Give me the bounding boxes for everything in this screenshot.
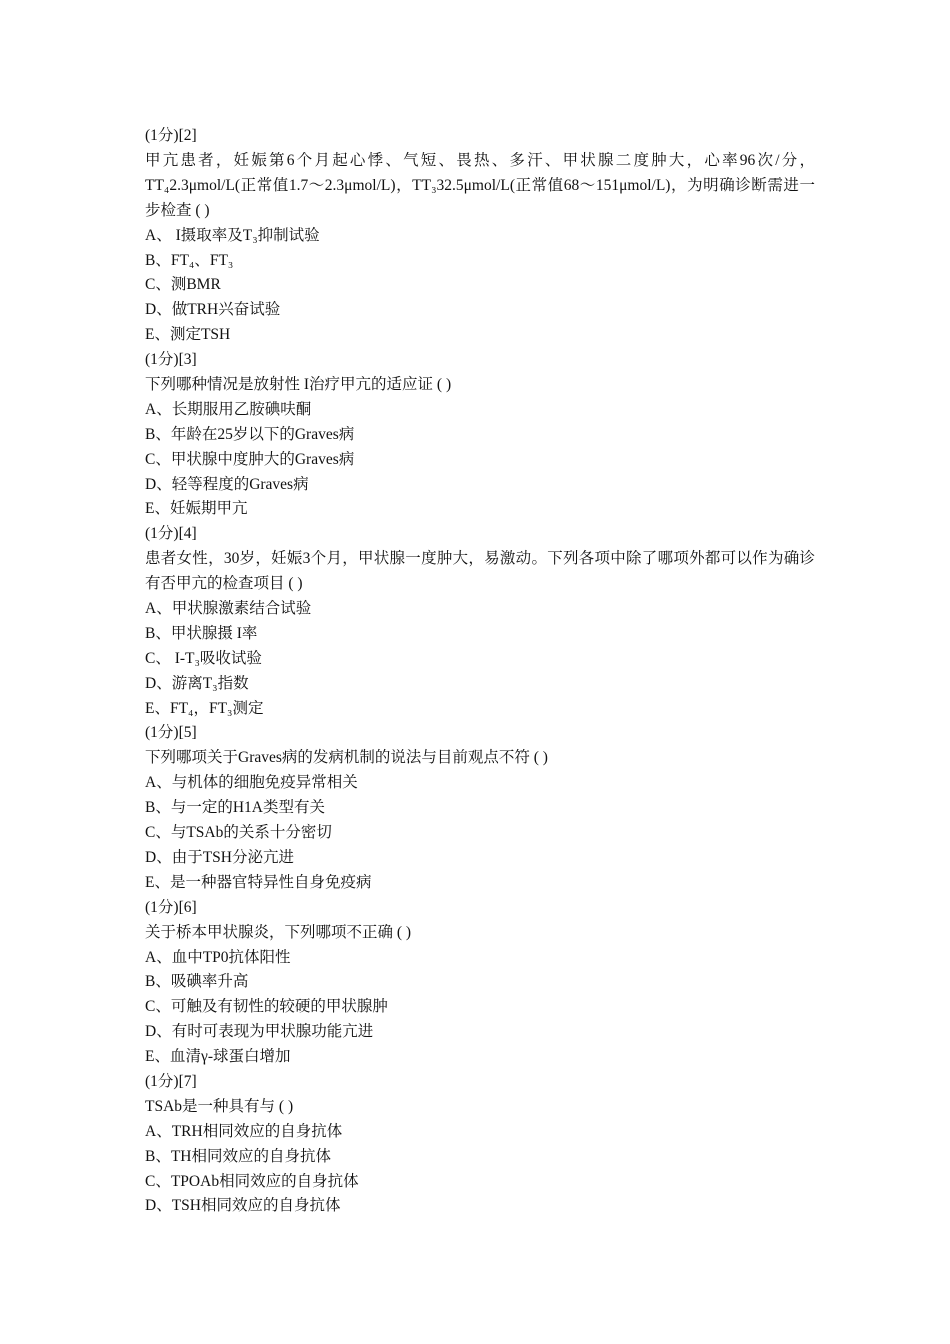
option-d: D、做TRH兴奋试验 [145, 301, 281, 319]
option-a: A、血中TP0抗体阳性 [145, 948, 291, 966]
option-c: C、 I-T₃吸收试验 [145, 649, 262, 667]
question-score: (1分)[3] [145, 351, 197, 369]
question-block [145, 721, 815, 895]
option-d: D、TSH相同效应的自身抗体 [145, 1197, 341, 1215]
option-d: D、由于TSH分泌亢进 [145, 848, 294, 866]
question-stem: 患者女性，30岁，妊娠3个月，甲状腺一度肿大，易激动。下列各项中除了哪项外都可以作为确诊有否甲亢的检查项目 ( ) [145, 550, 815, 593]
question-score: (1分)[5] [145, 724, 197, 742]
question-stem: 下列哪项关于Graves病的发病机制的说法与目前观点不符 ( ) [145, 749, 548, 767]
option-a: A、 I摄取率及T₃抑制试验 [145, 226, 320, 244]
option-c: C、TPOAb相同效应的自身抗体 [145, 1172, 359, 1190]
question-score: (1分)[2] [145, 127, 197, 144]
option-b: B、年龄在25岁以下的Graves病 [145, 425, 355, 443]
option-e: E、测定TSH [145, 326, 231, 344]
document-body [145, 124, 815, 1219]
option-c: C、甲状腺中度肿大的Graves病 [145, 450, 355, 468]
question-block [145, 124, 815, 348]
option-a: A、长期服用乙胺碘呋酮 [145, 400, 312, 418]
option-d: D、轻等程度的Graves病 [145, 475, 309, 493]
option-a: A、甲状腺激素结合试验 [145, 600, 312, 618]
option-b: B、TH相同效应的自身抗体 [145, 1147, 332, 1165]
question-stem: 甲亢患者，妊娠第6个月起心悸、气短、畏热、多汗、甲状腺二度肿大，心率96次/分，TT₄2.3μmol/L(正常值1.7～2.3μmol/L)，TT₃32.5μmol/L(正常值68～151μmol/L)，为明确诊断需进一步检查 ( ) [145, 151, 815, 219]
question-score: (1分)[6] [145, 898, 197, 916]
option-b: B、吸碘率升高 [145, 973, 249, 991]
option-a: A、TRH相同效应的自身抗体 [145, 1122, 343, 1140]
question-stem: TSAb是一种具有与 ( ) [145, 1097, 294, 1115]
question-stem: 下列哪种情况是放射性 I治疗甲亢的适应证 ( ) [145, 375, 452, 393]
question-score: (1分)[7] [145, 1072, 197, 1090]
option-c: C、与TSAb的关系十分密切 [145, 824, 332, 842]
option-e: E、FT₄，FT₃测定 [145, 699, 264, 717]
option-d: D、游离T₃指数 [145, 674, 249, 692]
question-stem: 关于桥本甲状腺炎，下列哪项不正确 ( ) [145, 923, 412, 941]
option-e: E、妊娠期甲亢 [145, 500, 248, 518]
option-e: E、血清γ-球蛋白增加 [145, 1048, 291, 1066]
option-b: B、甲状腺摄 I率 [145, 624, 258, 642]
option-b: B、FT₄、FT₃ [145, 251, 234, 269]
option-a: A、与机体的细胞免疫异常相关 [145, 774, 358, 792]
option-b: B、与一定的H1A类型有关 [145, 799, 325, 817]
option-e: E、是一种器官特异性自身免疫病 [145, 873, 372, 891]
question-score: (1分)[4] [145, 525, 197, 543]
option-d: D、有时可表现为甲状腺功能亢进 [145, 1023, 374, 1041]
question-block [145, 348, 815, 522]
option-c: C、可触及有韧性的较硬的甲状腺肿 [145, 998, 388, 1016]
option-c: C、测BMR [145, 276, 221, 294]
question-block [145, 1070, 815, 1219]
question-block [145, 522, 815, 721]
question-block [145, 896, 815, 1070]
